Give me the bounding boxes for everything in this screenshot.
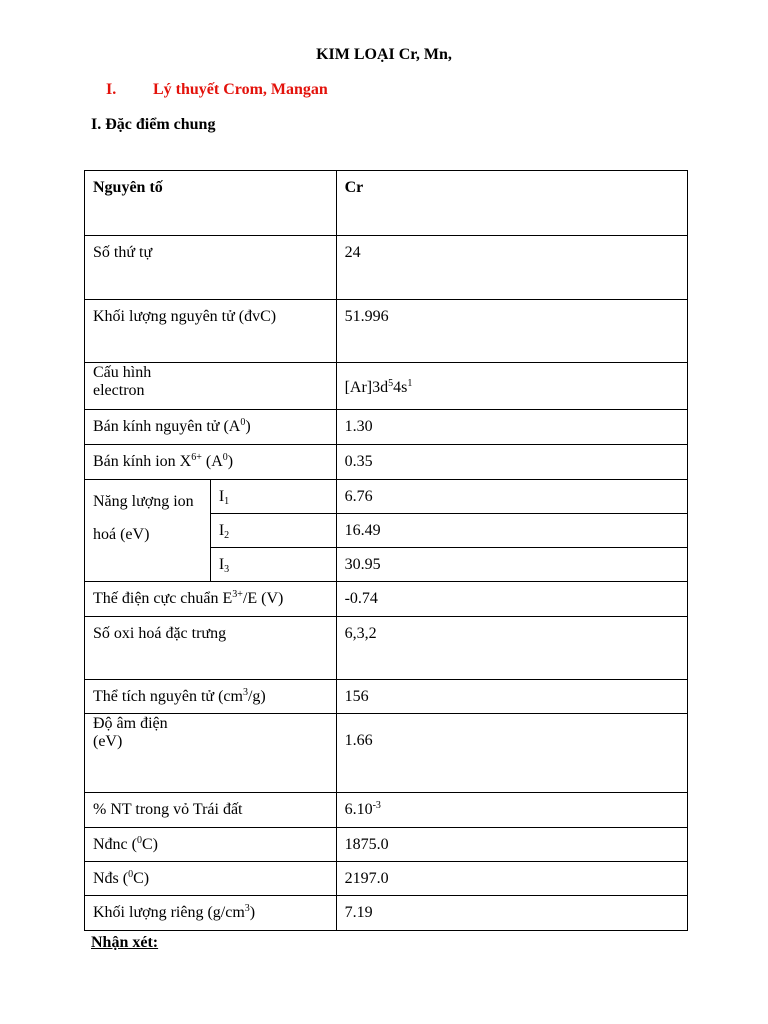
label-text: Nđs ( [93, 869, 129, 887]
electroneg-label-line2: (eV) [93, 733, 123, 750]
label-sup: 6+ [191, 452, 202, 463]
row-value: 16.49 [336, 514, 687, 548]
electroneg-label-line1: Độ âm điện [93, 715, 168, 732]
element-properties-table [84, 170, 688, 931]
table-row [85, 363, 688, 410]
table-row [85, 236, 688, 300]
label-sup: 0 [240, 417, 246, 428]
table-row [85, 410, 688, 445]
section-number: I. [106, 81, 117, 98]
row-label: Số thứ tự [85, 236, 337, 300]
table-row [85, 680, 688, 714]
row-label [85, 445, 337, 480]
row-label [85, 862, 337, 896]
config-prefix: [Ar]3d [344, 379, 389, 396]
ionization-symbol [210, 480, 336, 514]
row-value: 2197.0 [336, 862, 687, 896]
ion-sub: 3 [224, 563, 230, 575]
config-label-line1: Cấu hình [93, 364, 152, 381]
label-text: /E (V) [242, 590, 284, 607]
row-value: -0.74 [336, 582, 687, 617]
label-text: Bán kính ion X [93, 453, 192, 470]
ionization-symbol [210, 514, 336, 548]
row-value: 156 [336, 680, 687, 714]
row-label [85, 714, 337, 793]
table-row [85, 445, 688, 480]
table-row [85, 793, 688, 828]
label-text: (A [201, 453, 223, 470]
label-sup: 0 [128, 868, 134, 880]
row-value: 1.66 [336, 714, 687, 793]
row-value: 30.95 [336, 548, 687, 582]
table-row [85, 896, 688, 931]
row-value: 1.30 [336, 410, 687, 445]
row-value: 6.76 [336, 480, 687, 514]
label-text: Thể tích nguyên tử (cm [93, 687, 243, 705]
label-sup: 3 [242, 686, 248, 698]
row-label: Khối lượng nguyên tử (đvC) [85, 300, 337, 363]
row-value [336, 363, 687, 410]
label-end: ) [227, 453, 234, 470]
value-text: 6.10 [344, 801, 373, 818]
ion-sym: I [218, 555, 225, 573]
table-row [85, 171, 688, 236]
row-label [85, 582, 337, 617]
value-sup: -3 [372, 800, 381, 811]
row-label [85, 363, 337, 410]
label-text: ) [249, 904, 256, 921]
ion-sub: 2 [224, 529, 230, 541]
label-sup: 3+ [232, 589, 243, 600]
table-row [85, 582, 688, 617]
table-row [85, 714, 688, 793]
label-sup: 3 [244, 903, 250, 914]
ion-sym: I [218, 487, 225, 505]
row-label [85, 680, 337, 714]
row-label [85, 896, 337, 931]
ionization-label [85, 480, 211, 582]
config-label-line2: electron [93, 382, 145, 399]
ion-sub: 1 [224, 495, 230, 507]
row-value: 6,3,2 [336, 617, 687, 680]
row-value: 1875.0 [336, 828, 687, 862]
label-text: C) [133, 869, 150, 887]
ionization-label-line1: Năng lượng ion [93, 493, 194, 510]
table-row [85, 617, 688, 680]
label-sup: 0 [136, 834, 142, 846]
label-text: Nđnc ( [93, 835, 137, 853]
table-row [85, 480, 688, 514]
row-value: 0.35 [336, 445, 687, 480]
row-value: 51.996 [336, 300, 687, 363]
row-label [85, 828, 337, 862]
label-text: /g) [247, 687, 266, 705]
header-label: Nguyên tố [85, 171, 337, 236]
header-value: Cr [336, 171, 687, 236]
row-value: 24 [336, 236, 687, 300]
remarks-heading: Nhận xét: [91, 934, 159, 951]
subsection-heading: I. Đặc điểm chung [91, 116, 216, 133]
row-label: Số oxi hoá đặc trưng [85, 617, 337, 680]
row-label [85, 410, 337, 445]
table-row [85, 862, 688, 896]
table-row [85, 300, 688, 363]
section-title: Lý thuyết Crom, Mangan [153, 81, 328, 98]
row-value: 7.19 [336, 896, 687, 931]
config-mid: 4s [393, 379, 408, 396]
row-label: % NT trong vỏ Trái đất [85, 793, 337, 828]
label-text: Khối lượng riêng (g/cm [93, 904, 245, 921]
ionization-label-line2: hoá (eV) [93, 526, 150, 543]
label-end: ) [245, 418, 251, 435]
config-sup: 5 [388, 378, 394, 389]
label-text: Thế điện cực chuẩn E [93, 590, 233, 607]
row-value [336, 793, 687, 828]
label-sup: 0 [222, 452, 228, 463]
ionization-symbol [210, 548, 336, 582]
ion-sym: I [218, 521, 225, 539]
label-text: Bán kính nguyên tử (A [93, 418, 241, 435]
label-text: C) [141, 835, 158, 853]
table-row [85, 828, 688, 862]
config-sup: 1 [407, 378, 413, 389]
document-title: KIM LOẠI Cr, Mn, [316, 46, 452, 63]
